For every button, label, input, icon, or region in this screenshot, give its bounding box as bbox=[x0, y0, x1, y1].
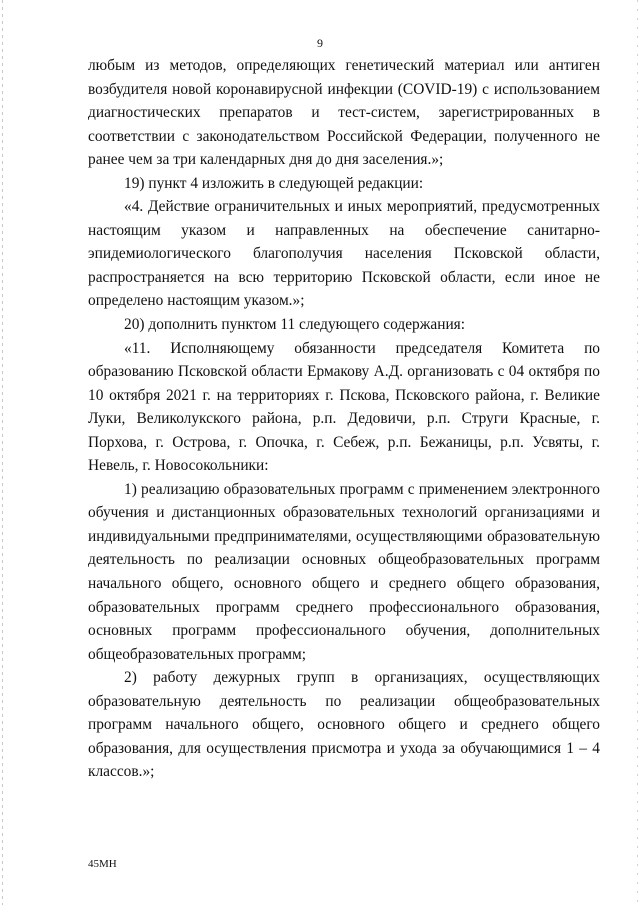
scan-right-edge bbox=[637, 0, 638, 905]
document-body bbox=[88, 54, 600, 784]
paragraph-subitem-2: 2) работу дежурных групп в организациях, осуществляющих образовательную деятельность по реализации общеобразовательных программ начального общего, основного общего и среднего общего образования, для осуществления присмотра и ухода за обучающимися 1 – 4 классов.»; bbox=[88, 669, 600, 781]
document-code: 45МН bbox=[88, 858, 117, 870]
paragraph-item-19: 19) пункт 4 изложить в следующей редакции: bbox=[124, 174, 424, 192]
paragraph-subitem-1: 1) реализацию образовательных программ с применением электронного обучения и дистанционных образовательных технологий организациями и индивидуальными предпринимателями, осуществляющими образовательную деятельность по реализации основных общеобразовательных программ начального общего, основного общего и среднего общего образования, образовательных программ среднего профессионального образования, основных программ профессионального обучения, дополнительных общеобразовательных программ; bbox=[88, 480, 600, 663]
paragraph-item-20: 20) дополнить пунктом 11 следующего содержания: bbox=[124, 316, 466, 334]
paragraph-point-4: «4. Действие ограничительных и иных мероприятий, предусмотренных настоящим указом и направленных на обеспечение санитарно-эпидемиологического благополучия населения Псковской области, распространяется на всю территорию Псковской области, если иное не определено настоящим указом.»; bbox=[88, 198, 600, 310]
paragraph-point-11: «11. Исполняющему обязанности председателя Комитета по образованию Псковской области Ермакову А.Д. организовать с 04 октября по 10 октября 2021 г. на территориях г. Пскова, Псковского района, г. Великие Луки, Великолукского района, р.п. Дедовичи, р.п. Струги Красные, г. Порхова, г. Острова, г. Опочка, г. Себеж, р.п. Бежаницы, р.п. Усвяты, г. Невель, г. Новосокольники: bbox=[88, 339, 600, 475]
scan-left-edge bbox=[2, 0, 3, 905]
page-number: 9 bbox=[317, 36, 323, 50]
paragraph-continuation: любым из методов, определяющих генетический материал или антиген возбудителя новой коронавирусной инфекции (COVID-19) с использованием диагностических препаратов и тест-систем, зарегистрированных в соответствии с законодательством Российской Федерации, полученного не ранее чем за три календарных дня до дня заселения.»; bbox=[88, 57, 600, 169]
